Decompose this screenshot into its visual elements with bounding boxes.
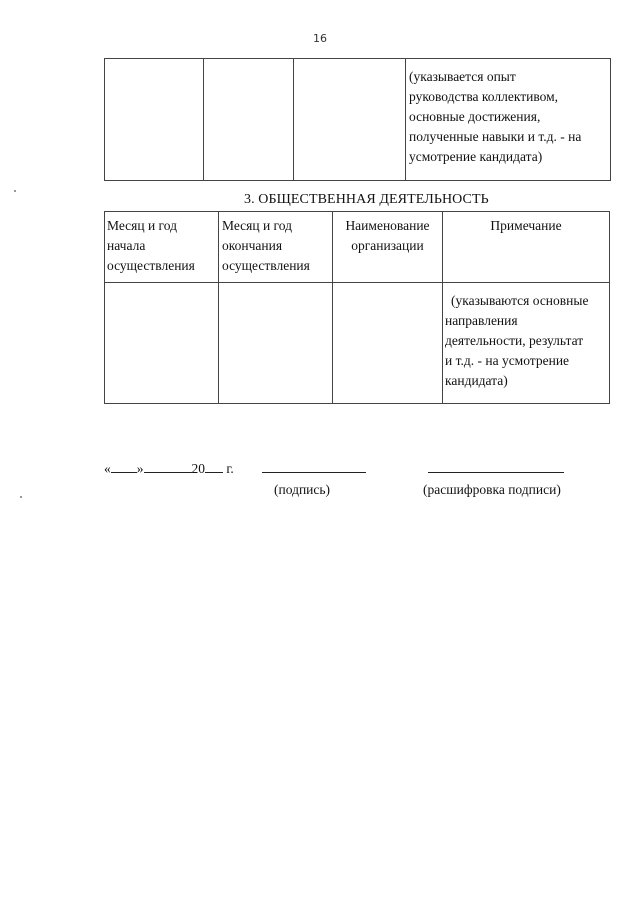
table-cell	[294, 59, 406, 181]
year-suffix: г.	[226, 461, 234, 476]
table-cell	[333, 283, 443, 404]
header-organization	[333, 212, 443, 283]
header-line: организации	[351, 238, 424, 253]
signature-decode-caption: (расшифровка подписи)	[423, 482, 561, 497]
section-title: 3. ОБЩЕСТВЕННАЯ ДЕЯТЕЛЬНОСТЬ	[244, 192, 489, 207]
header-line: начала	[107, 238, 146, 253]
note-line: и т.д. - на усмотрение	[445, 353, 570, 368]
table-cell	[204, 59, 294, 181]
note-line: направления	[445, 313, 518, 328]
note-line: кандидата)	[445, 373, 508, 388]
close-quote: »	[136, 461, 144, 476]
scan-speck	[14, 190, 16, 192]
table-cell	[219, 283, 333, 404]
table-row	[105, 283, 610, 404]
note-line: руководства коллективом,	[409, 89, 559, 104]
header-line: осуществления	[107, 258, 195, 273]
date-line	[104, 458, 234, 477]
table-cell	[105, 283, 219, 404]
scan-speck	[20, 496, 22, 498]
header-start-date	[105, 212, 219, 283]
signature-caption: (подпись)	[274, 482, 331, 497]
signature-rule	[262, 472, 366, 473]
experience-table-continuation	[104, 58, 611, 181]
page-number: 16	[313, 32, 327, 45]
year-blank	[205, 458, 223, 473]
note-cell	[406, 59, 611, 181]
note-line: усмотрение кандидата)	[409, 149, 543, 164]
note-line: (указываются основные	[451, 293, 589, 308]
note-line: полученные навыки и т.д. - на	[409, 129, 582, 144]
social-activity-table	[104, 211, 610, 404]
note-line: деятельности, результат	[445, 333, 584, 348]
year-prefix: 20	[191, 461, 205, 476]
header-end-date	[219, 212, 333, 283]
header-line: окончания	[222, 238, 283, 253]
header-line: Месяц и год	[222, 218, 292, 233]
signature-decode-rule	[428, 472, 564, 473]
month-blank	[144, 458, 192, 473]
header-line: Примечание	[490, 218, 562, 233]
note-line: (указывается опыт	[409, 69, 516, 84]
table-cell	[105, 59, 204, 181]
table-row	[105, 59, 611, 181]
note-cell	[443, 283, 610, 404]
header-line: Наименование	[345, 218, 430, 233]
note-line: основные достижения,	[409, 109, 541, 124]
header-note	[443, 212, 610, 283]
table-header-row	[105, 212, 610, 283]
header-line: осуществления	[222, 258, 310, 273]
open-quote: «	[104, 461, 111, 476]
header-line: Месяц и год	[107, 218, 177, 233]
day-blank	[111, 458, 137, 473]
